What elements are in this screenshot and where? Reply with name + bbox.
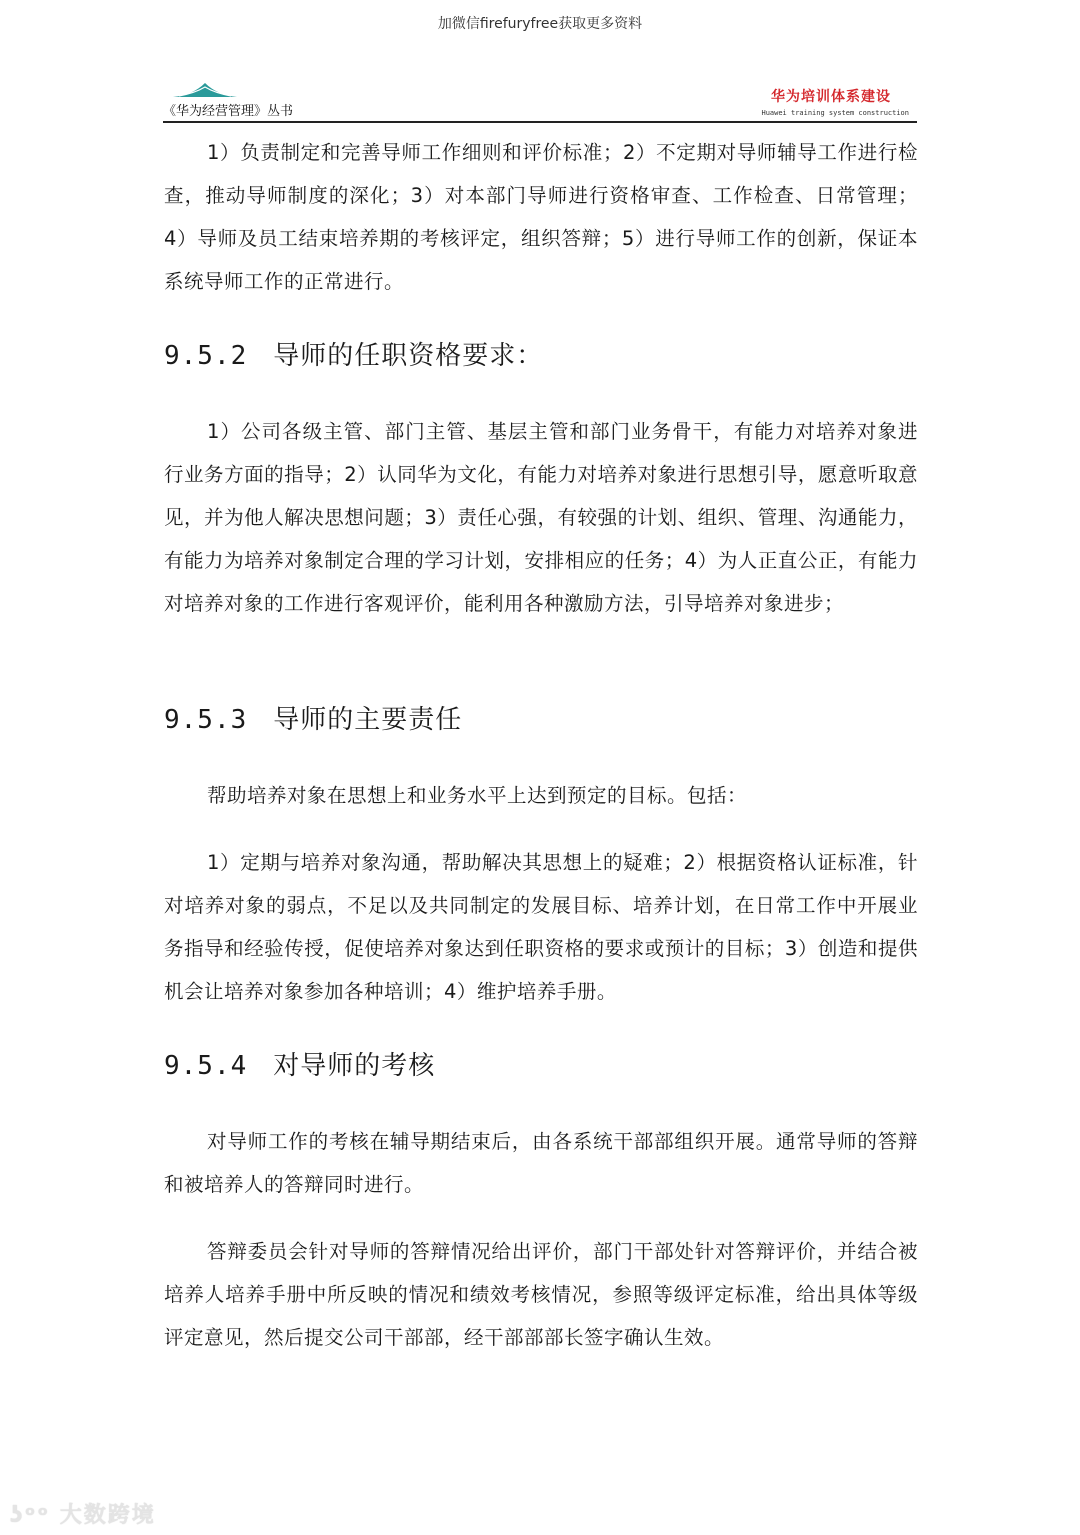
responsibility-intro: 帮助培养对象在思想上和业务水平上达到预定的目标。包括： bbox=[207, 784, 748, 807]
assessment-paragraph-1: 对导师工作的考核在辅导期结束后，由各系统干部部组织开展。通常导师的答辩和被培养人的答辩同时进行。 bbox=[164, 1130, 918, 1196]
series-title: 《华为经营管理》丛书 bbox=[163, 104, 294, 119]
watermark-logo-icon: ʖᵒᵒ bbox=[10, 1503, 60, 1528]
section-heading-9-5-3 bbox=[164, 700, 918, 740]
brand-title: 华为培训体系建设 bbox=[771, 89, 891, 105]
section-number: 9.5.2 bbox=[164, 341, 248, 371]
section-number: 9.5.3 bbox=[164, 705, 248, 735]
page-header bbox=[163, 78, 917, 124]
assessment-paragraph-2: 答辩委员会针对导师的答辩情况给出评价，部门干部处针对答辩评价，并结合被培养人培养手册中所反映的情况和绩效考核情况，参照等级评定标准，给出具体等级评定意见，然后提交公司干部部，经干部部部长签字确认生效。 bbox=[164, 1240, 918, 1349]
qualification-paragraph: 1）公司各级主管、部门主管、基层主管和部门业务骨干，有能力对培养对象进行业务方面的指导；2）认同华为文化，有能力对培养对象进行思想引导，愿意听取意见，并为他人解决思想问题；3）责任心强，有较强的计划、组织、管理、沟通能力，有能力为培养对象制定合理的学习计划，安排相应的任务；4）为人正直公正，有能力对培养对象的工作进行客观评价，能利用各种激励方法，引导培养对象进步； bbox=[164, 420, 918, 615]
bottom-watermark bbox=[10, 1498, 156, 1529]
section-heading-9-5-2 bbox=[164, 336, 918, 376]
brand-subtitle: Huawei training system construction bbox=[761, 109, 909, 117]
section-heading-9-5-4 bbox=[164, 1046, 918, 1086]
header-divider bbox=[163, 121, 917, 123]
section-number: 9.5.4 bbox=[164, 1051, 248, 1081]
top-watermark: 加微信firefuryfree获取更多资料 bbox=[437, 16, 643, 32]
watermark-text: 大数跨境 bbox=[59, 1503, 156, 1528]
responsibility-paragraph: 1）定期与培养对象沟通，帮助解决其思想上的疑难；2）根据资格认证标准，针对培养对象的弱点，不足以及共同制定的发展目标、培养计划，在日常工作中开展业务指导和经验传授，促使培养对象达到任职资格的要求或预计的目标；3）创造和提供机会让培养对象参加各种培训；4）维护培养手册。 bbox=[164, 851, 918, 1003]
section-title: 对导师的考核 bbox=[273, 1051, 436, 1081]
section-title: 导师的主要责任 bbox=[273, 705, 463, 735]
intro-paragraph: 1）负责制定和完善导师工作细则和评价标准；2）不定期对导师辅导工作进行检查，推动导师制度的深化；3）对本部门导师进行资格审查、工作检查、日常管理；4）导师及员工结束培养期的考核评定，组织答辩；5）进行导师工作的创新，保证本系统导师工作的正常进行。 bbox=[164, 141, 918, 293]
section-title: 导师的任职资格要求： bbox=[273, 341, 544, 371]
mountain-logo-icon bbox=[173, 80, 237, 98]
